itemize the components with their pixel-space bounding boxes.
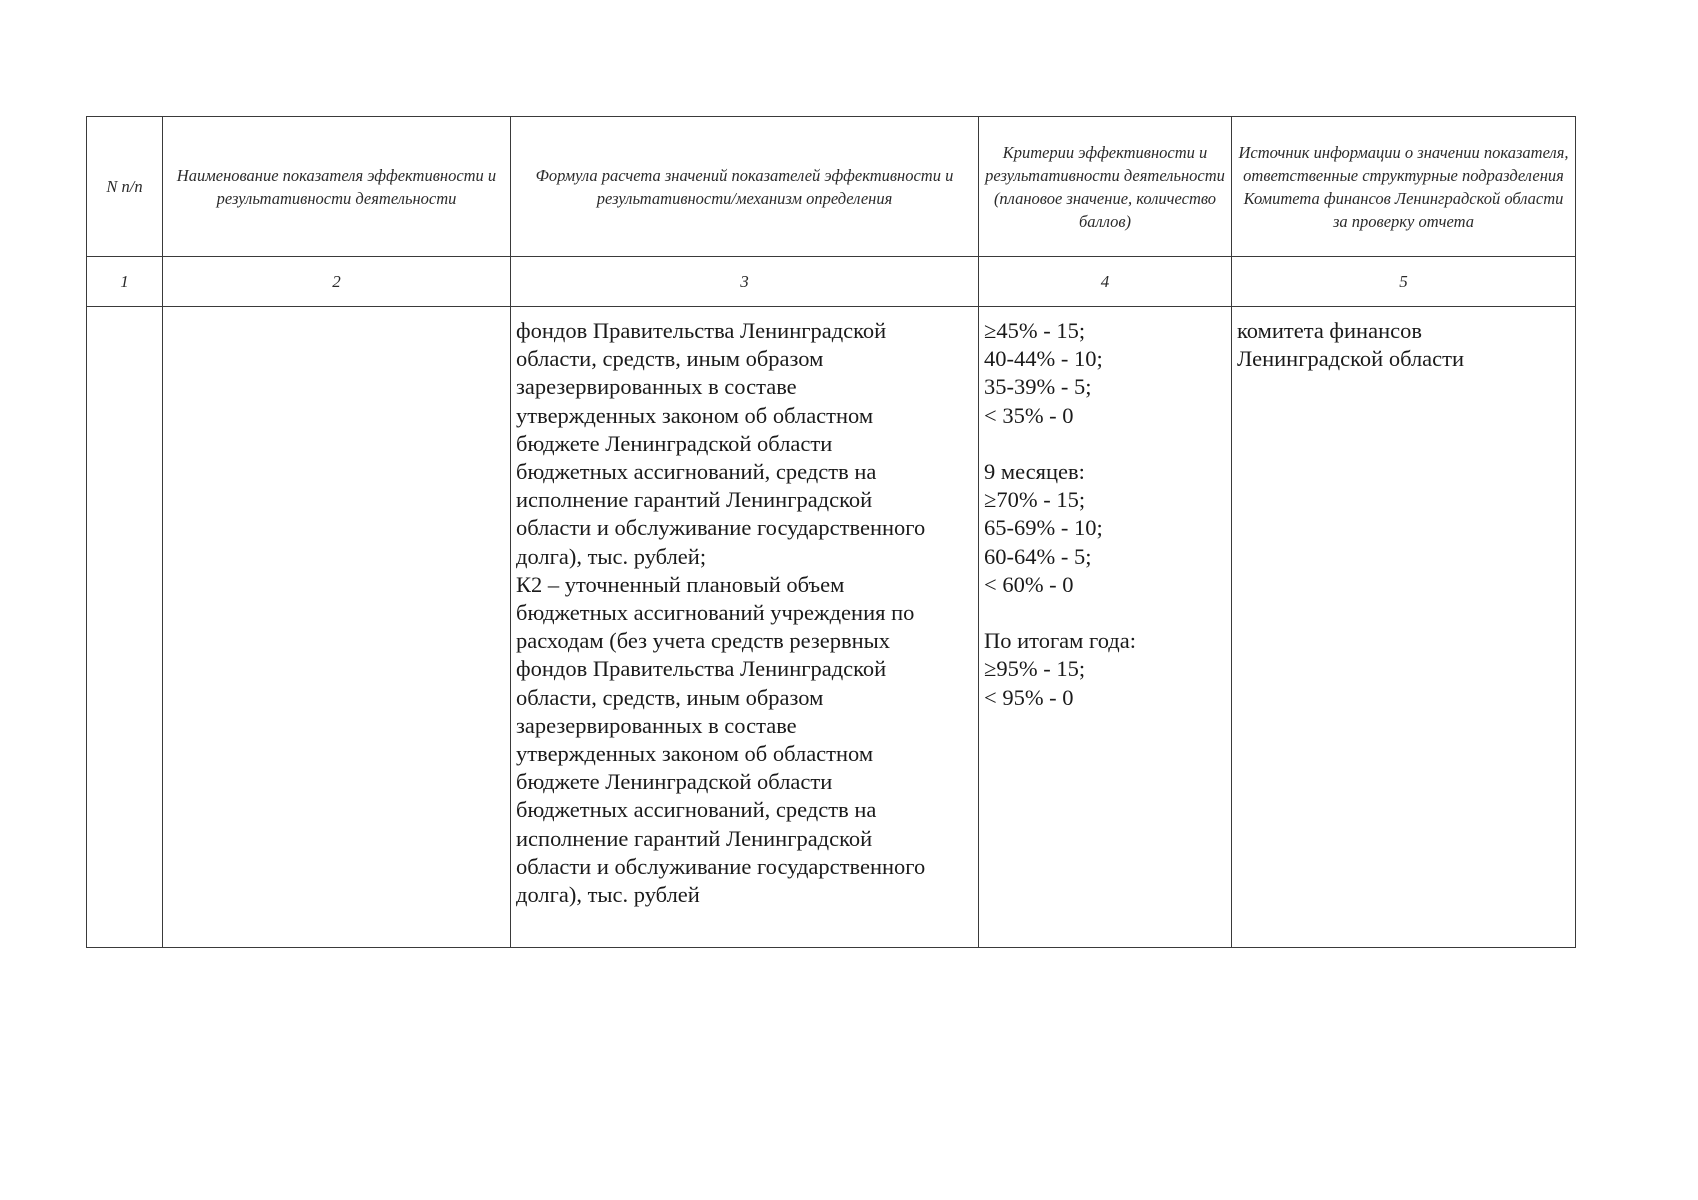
row-formula-cell — [511, 307, 979, 948]
header-indicator-name: Наименование показателя эффективности и результативности деятельности — [163, 117, 511, 257]
row-number — [87, 307, 162, 317]
header-criteria: Критерии эффективности и результативности деятельности (плановое значение, количество баллов) — [979, 117, 1232, 257]
header-formula: Формула расчета значений показателей эффективности и результативности/механизм определения — [511, 117, 979, 257]
row-formula-text: фондов Правительства Ленинградской области, средств, иным образом зарезервированных в составе утвержденных законом об областном бюджете Ленинградской области бюджетных ассигнований, средств на исполнение гарантий Ленинградской области и обслуживание государственного долга), тыс. рублей; К2 – уточненный плановый объем бюджетных ассигнований учреждения по расходам (без учета средств резервных фондов Правительства Ленинградской области, средств, иным образом зарезервированных в составе утвержденных законом об областном бюджете Ленинградской области бюджетных ассигнований, средств на исполнение гарантий Ленинградской области и обслуживание государственного долга), тыс. рублей — [516, 318, 926, 908]
row-source-cell — [1232, 307, 1576, 948]
column-number-row — [87, 257, 1576, 307]
column-number-2: 2 — [163, 257, 511, 307]
row-criteria-text: ≥45% - 15; 40-44% - 10; 35-39% - 5; < 35% - 0 9 месяцев: ≥70% - 15; 65-69% - 10; 60-64% - 5; < 60% - 0 По итогам года: ≥95% - 15; < 95% - 0 — [984, 318, 1136, 710]
header-source: Источник информации о значении показателя, ответственные структурные подразделения Комитета финансов Ленинградской области за проверку отчета — [1232, 117, 1576, 257]
column-number-1: 1 — [87, 257, 163, 307]
column-number-3: 3 — [511, 257, 979, 307]
row-criteria-cell — [979, 307, 1232, 948]
row-name-cell — [163, 307, 511, 948]
column-number-4: 4 — [979, 257, 1232, 307]
header-number: N п/п — [87, 117, 163, 257]
indicator-table — [86, 116, 1576, 948]
column-number-5: 5 — [1232, 257, 1576, 307]
row-source-text: комитета финансов Ленинградской области — [1237, 318, 1465, 372]
row-number-cell — [87, 307, 163, 948]
row-indicator-name — [163, 307, 510, 317]
header-row — [87, 117, 1576, 257]
table-row — [87, 307, 1576, 948]
